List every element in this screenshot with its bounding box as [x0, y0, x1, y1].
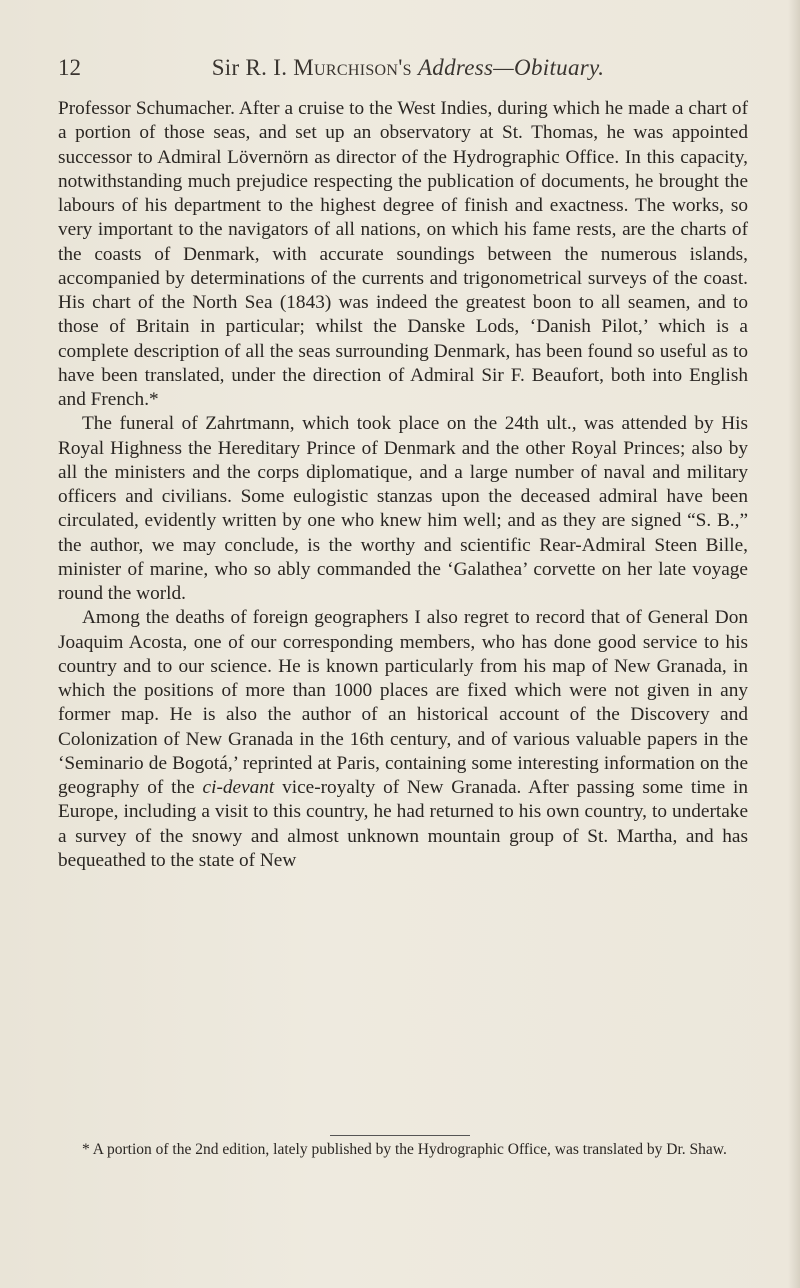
footnote: * A portion of the 2nd edition, lately published by the Hydrographic Office, was translated by Dr. Shaw. — [82, 1141, 727, 1158]
page-header — [58, 55, 758, 85]
running-head-title: Address—Obituary. — [417, 55, 605, 80]
paragraph-acosta — [58, 606, 748, 873]
footnote-divider — [330, 1135, 470, 1136]
paragraph-schumacher: Professor Schumacher. After a cruise to the West Indies, during which he made a chart of a portion of those seas, and set up an observatory at St. Thomas, he was appointed successor to Admiral Lövernörn as director of the Hydrographic Office. In this capacity, notwithstanding much prejudice respecting the publication of documents, he brought the labours of his department to the highest degree of finish and exactness. The works, so very important to the navigators of all nations, on which his fame rests, are the charts of the coasts of Denmark, with accurate soundings between the numerous islands, accompanied by determinations of the currents and trigonometrical surveys of the coast. His chart of the North Sea (1843) was indeed the greatest boon to all seamen, and to those of Britain in particular; whilst the Danske Lods, ‘Danish Pilot,’ which is a complete description of all the seas surrounding Denmark, has been found so useful as to have been translated, under the direction of Admiral Sir F. Beaufort, both into English and French.* — [58, 98, 748, 410]
page-number: 12 — [58, 55, 81, 80]
body-text — [58, 97, 748, 873]
paragraph-acosta-part-2: vice-royalty of New Granada. After passing some time in Europe, including a visit to this country, he had returned to his own country, to undertake a survey of the snowy and almost unknown mountain group of St. Martha, and has bequeathed to the state of New — [58, 777, 748, 871]
running-head-name: Murchison's — [293, 55, 412, 80]
running-head-prefix: Sir R. I. — [211, 55, 294, 80]
paragraph-funeral: The funeral of Zahrtmann, which took place on the 24th ult., was attended by His Royal Highness the Hereditary Prince of Denmark and the other Royal Princes; also by all the ministers and the corps diplomatique, and a large number of naval and military officers and civilians. Some eulogistic stanzas upon the deceased admiral have been circulated, evidently written by one who knew him well; and as they are signed “S. B.,” the author, we may conclude, is the worthy and scientific Rear-Admiral Steen Bille, minister of marine, who so ably commanded the ‘Galathea’ corvette on her late voyage round the world. — [58, 413, 748, 604]
running-head — [58, 55, 758, 81]
page-edge-shadow — [788, 0, 800, 1288]
paragraph-acosta-italic: ci-devant — [202, 777, 275, 798]
paragraph-acosta-part-1: Among the deaths of foreign geographers I also regret to record that of General Don Joaquim Acosta, one of our corresponding members, who has done good service to his country and to our science. He is known particularly from his map of New Granada, in which the positions of more than 1000 places are fixed which were not given in any former map. He is also the author of an historical account of the Discovery and Colonization of New Granada in the 16th century, and of various valuable papers in the ‘Seminario de Bogotá,’ reprinted at Paris, containing some interesting information on the geography of the — [58, 607, 748, 798]
